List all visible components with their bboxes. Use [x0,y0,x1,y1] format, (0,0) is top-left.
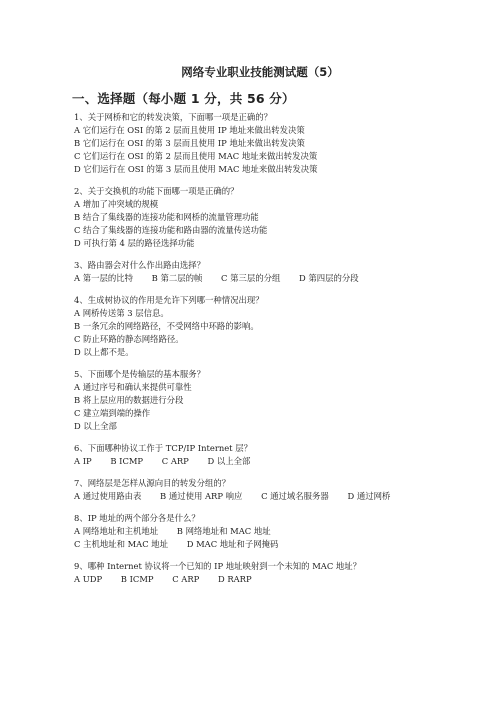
option-a: A 通过使用路由表 [74,491,142,501]
inline-options-row-2 [74,538,456,551]
option-c: C 通过域名服务器 [261,491,329,501]
question-stem: 5、下面哪个是传输层的基本服务？ [74,369,205,379]
option-a: A IP [74,456,92,466]
option-b: B 将上层应用的数据进行分段 [74,395,184,405]
question-stem: 8、IP 地址的两个部分各是什么？ [74,513,200,523]
option-a: A 网桥传送第 3 层信息。 [74,308,169,318]
option-c: C 防止环路的静态网络路径。 [74,334,184,344]
inline-options-row-1 [74,525,456,538]
option-d: D 通过网桥 [347,491,391,501]
question-6 [74,442,456,468]
question-stem: 4、生成树协议的作用是允许下列哪一种情况出现？ [74,295,264,305]
option-d: D 第四层的分段 [299,273,359,283]
option-b: B 通过使用 ARP 响应 [160,491,243,501]
inline-options [74,490,456,503]
option-b: B 结合了集线器的连接功能和网桥的流量管理功能 [74,212,259,222]
question-2 [74,185,456,250]
option-a: A 它们运行在 OSI 的第 2 层而且使用 IP 地址来做出转发决策 [74,125,305,135]
question-5 [74,368,456,433]
option-a: A 通过序号和确认来提供可靠性 [74,382,192,392]
question-7 [74,477,456,503]
option-b: B 它们运行在 OSI 的第 3 层而且使用 IP 地址来做出转发决策 [74,138,305,148]
option-c: C 主机地址和 MAC 地址 [74,539,169,549]
option-c: C ARP [161,456,189,466]
option-c: C 第三层的分组 [221,273,281,283]
option-b: B ICMP [110,456,144,466]
question-stem: 3、路由器会对什么作出路由选择？ [74,260,205,270]
option-c: C 建立端到端的操作 [74,408,151,418]
question-stem: 2、关于交换机的功能下面哪一项是正确的？ [74,186,239,196]
option-d: D 以上都不是。 [74,347,134,357]
option-b: B 第二层的帧 [151,273,203,283]
document-title: 网络专业职业技能测试题（5） [181,65,339,79]
question-8 [74,512,456,551]
question-9 [74,560,456,586]
option-d: D 可执行第 4 层的路径选择功能 [74,238,195,248]
option-c: C 它们运行在 OSI 的第 2 层而且使用 MAC 地址来做出转发决策 [74,151,318,161]
option-d: D 以上全部 [207,456,251,466]
option-a: A UDP [74,574,103,584]
question-stem: 9、哪种 Internet 协议将一个已知的 IP 地址映射到一个未知的 MAC 地址？ [74,561,362,571]
question-1 [74,111,456,176]
option-d: D RARP [217,574,252,584]
option-c: C 结合了集线器的连接功能和路由器的流量传送功能 [74,225,268,235]
inline-options [74,573,456,586]
option-b: B ICMP [120,574,154,584]
question-3 [74,259,456,285]
inline-options [74,455,456,468]
question-stem: 1、关于网桥和它的转发决策，下面哪一项是正确的？ [74,112,272,122]
option-b: B 网络地址和 MAC 地址 [176,526,271,536]
option-a: A 第一层的比特 [74,273,133,283]
question-stem: 6、下面哪种协议工作于 TCP/IP Internet 层？ [74,443,252,453]
option-a: A 网络地址和主机地址 [74,526,159,536]
question-4 [74,294,456,359]
option-d: D 以上全部 [74,421,117,431]
option-c: C ARP [172,574,200,584]
question-stem: 7、网络层是怎样从源向目的转发分组的？ [74,478,231,488]
option-d: D MAC 地址和子网掩码 [186,539,279,549]
inline-options [74,272,456,285]
option-a: A 增加了冲突域的规模 [74,199,159,209]
section-heading: 一、选择题（每小题 1 分，共 56 分） [72,91,295,106]
option-d: D 它们运行在 OSI 的第 3 层而且使用 MAC 地址来做出转发决策 [74,164,318,174]
option-b: B 一条冗余的网络路径，不受网络中环路的影响。 [74,321,259,331]
